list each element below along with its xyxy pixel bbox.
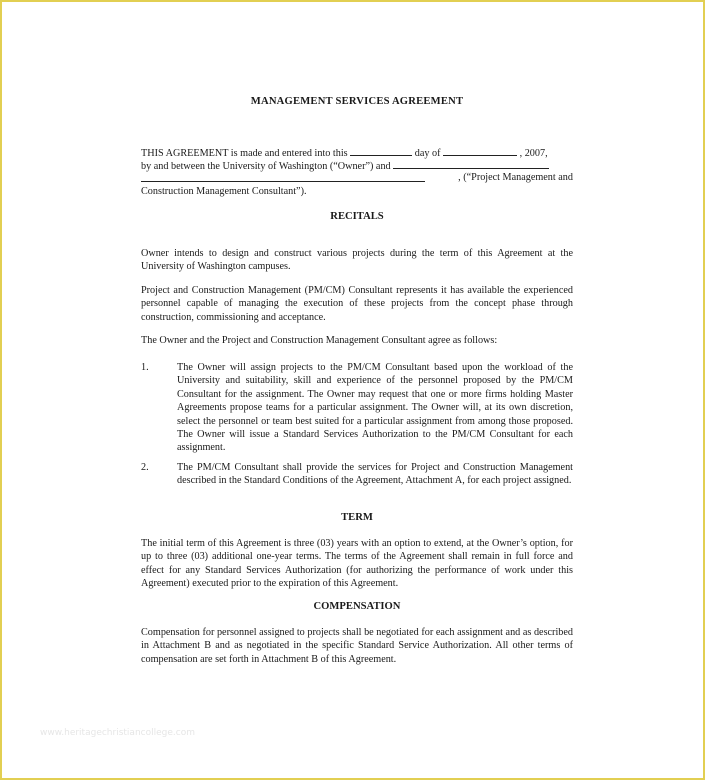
compensation-heading: COMPENSATION — [313, 601, 401, 612]
intro-line-4: Construction Management Consultant”). — [141, 186, 307, 197]
compensation-paragraph: Compensation for personnel assigned to projects shall be negotiated for each assignment and as described in Attachment B and as negotiated in the specific Standard Service Authorization. All other terms of compensation are set forth in Attachment B of this Agreement. — [141, 627, 573, 665]
watermark: www.heritagechristiancollege.com — [40, 728, 195, 738]
list-item-text: The PM/CM Consultant shall provide the services for Project and Construction Management described in the Standard Conditions of the Agreement, Attachment A, for each project assigned. — [177, 462, 573, 487]
term-paragraph: The initial term of this Agreement is three (03) years with an option to extend, at the Owner’s option, for up to three (03) additional one-year terms. The terms of the Agreement shall remain in full force and effect for any Standard Services Authorization (for authorizing the performance of work under this Agreement) executed prior to the expiration of this Agreement. — [141, 538, 573, 590]
consultant-address-blank[interactable] — [141, 171, 425, 182]
recitals-paragraph-1: Owner intends to design and construct various projects during the term of this Agreement at the University of Washington campuses. — [141, 248, 573, 273]
consultant-name-blank[interactable] — [393, 158, 549, 169]
intro-text-a: THIS AGREEMENT is made and entered into this — [141, 148, 348, 159]
recitals-paragraph-3: The Owner and the Project and Construction Management Consultant agree as follows: — [141, 335, 498, 346]
list-item-number: 1. — [141, 362, 149, 373]
list-item-number: 2. — [141, 462, 149, 473]
intro-text-e: , (“Project Management and — [458, 172, 573, 183]
recitals-heading: RECITALS — [330, 211, 384, 222]
intro-text-d: by and between the University of Washington (“Owner”) and — [141, 161, 391, 172]
recitals-paragraph-2: Project and Construction Management (PM/CM) Consultant represents it has available the experienced personnel capable of managing the execution of these projects from the concept phase through construction, commissioning and acceptance. — [141, 285, 573, 323]
term-heading: TERM — [341, 512, 373, 523]
list-item-text: The Owner will assign projects to the PM/CM Consultant based upon the workload of the University and suitability, skill and experience of the personnel proposed by the PM/CM Consultant for the assignment. The Owner may request that one or more firms holding Master Agreements propose teams for a particular assignment. The Owner will, at its own discretion, select the personnel or team best suited for a particular assignment from among those proposed. The Owner will issue a Standard Services Authorization to the PM/CM Consultant for each assignment. — [177, 362, 573, 454]
day-blank[interactable] — [350, 145, 412, 156]
intro-text-c: , 2007, — [519, 148, 548, 159]
intro-text-b: day of — [414, 148, 441, 159]
document-title: MANAGEMENT SERVICES AGREEMENT — [250, 96, 464, 107]
month-blank[interactable] — [443, 145, 517, 156]
